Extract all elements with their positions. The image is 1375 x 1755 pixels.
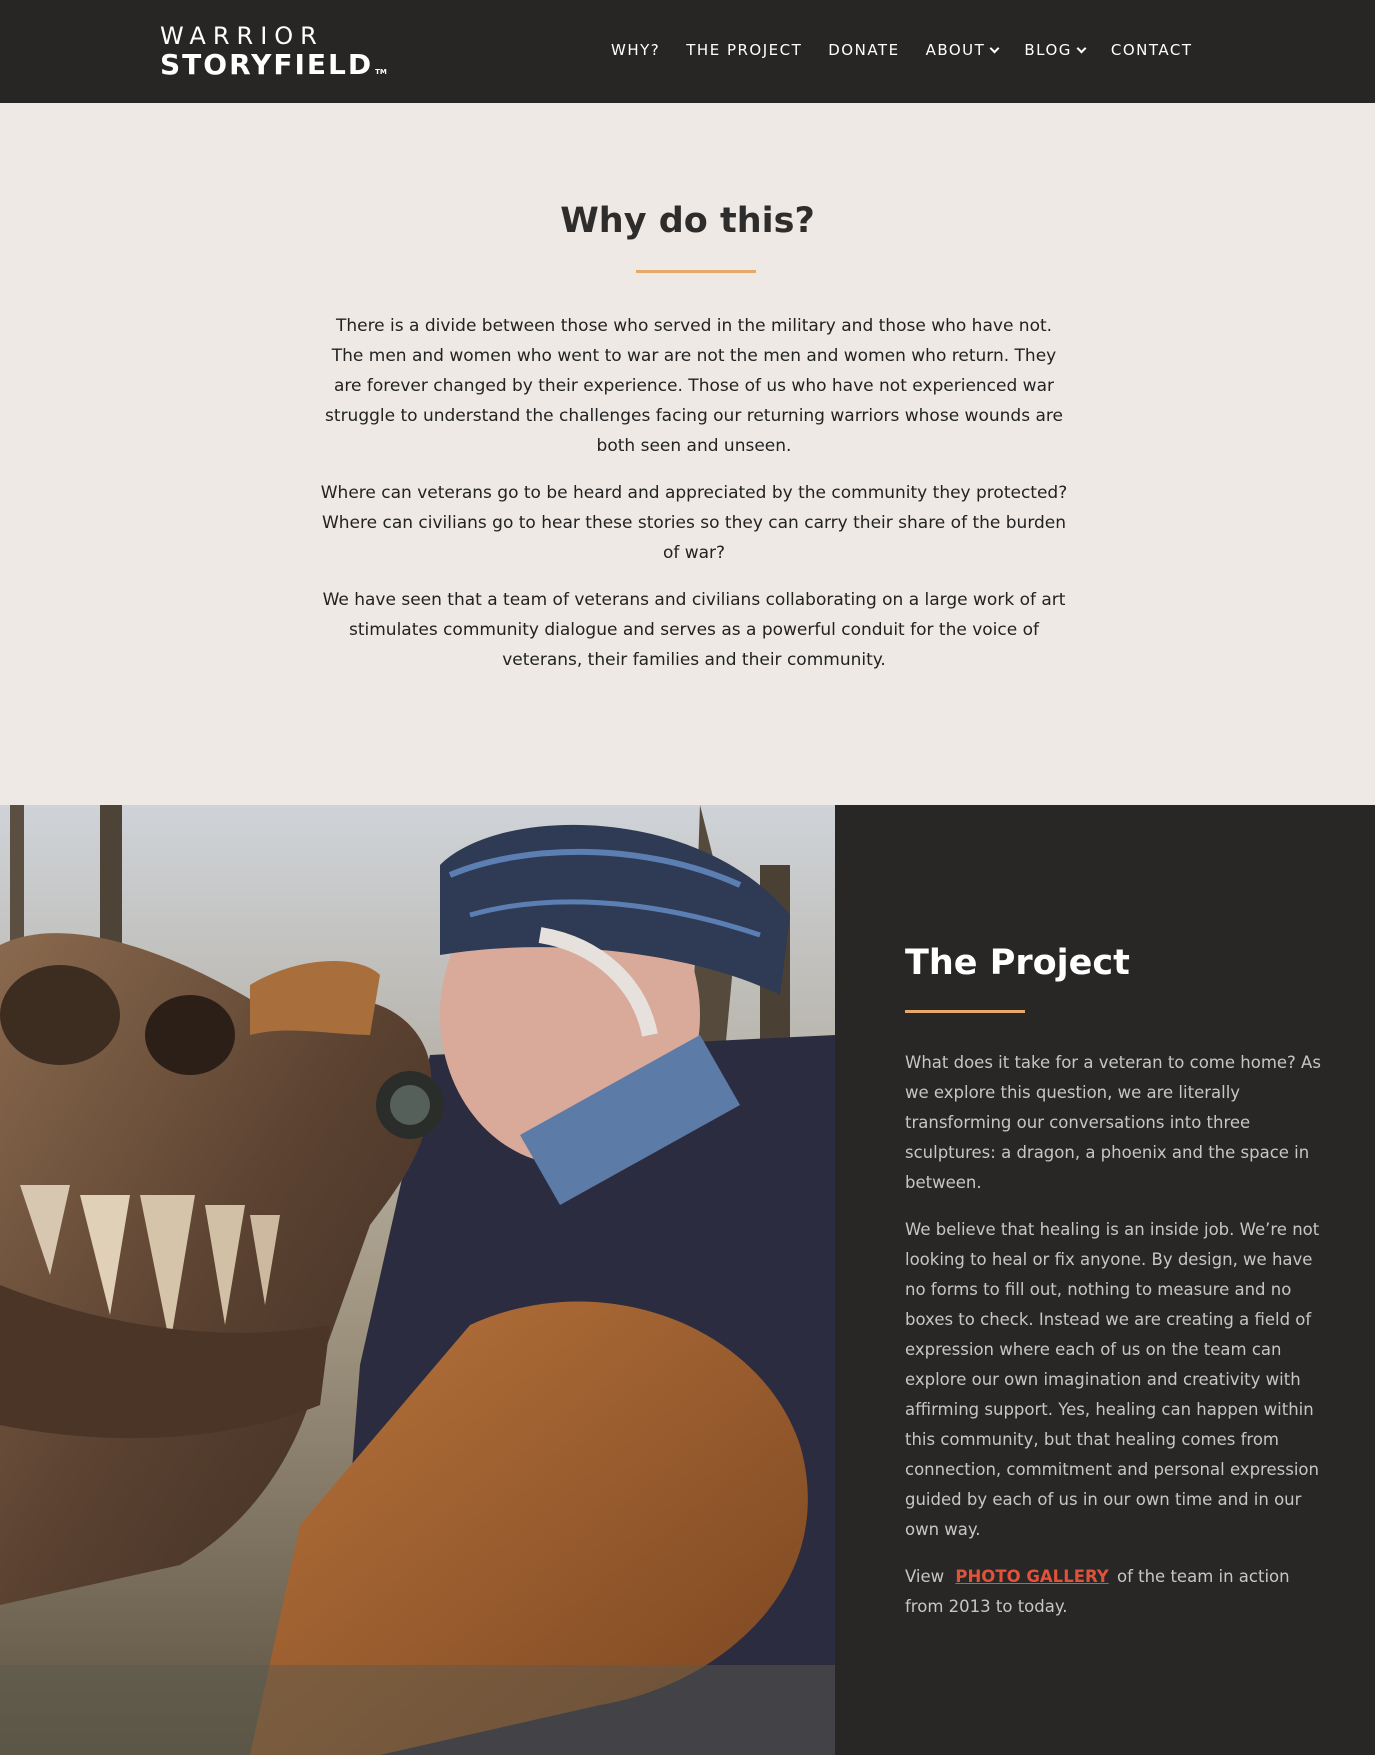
nav-item-label: THE PROJECT bbox=[686, 41, 803, 59]
why-paragraph: Where can veterans go to be heard and appreciated by the community they protected? Where can civilians go to hear these stories so they can carry their share of the burden of war? bbox=[320, 483, 1068, 563]
nav-item-label: ABOUT bbox=[925, 41, 986, 59]
nav-item-the-project[interactable] bbox=[686, 41, 802, 59]
nav-item-contact[interactable] bbox=[1111, 41, 1193, 59]
nav-item-donate[interactable] bbox=[828, 41, 899, 59]
site-header bbox=[0, 0, 1375, 103]
veteran-dragon-sculpture-photo bbox=[0, 805, 835, 1755]
site-logo[interactable] bbox=[160, 22, 387, 82]
logo-trademark: TM bbox=[375, 68, 387, 76]
photo-gallery-link[interactable]: PHOTO GALLERY bbox=[955, 1567, 1109, 1586]
project-panel bbox=[835, 805, 1375, 1755]
logo-top-text: WARRIOR bbox=[160, 22, 324, 50]
project-title-underline bbox=[905, 1010, 1025, 1013]
nav-item-label: CONTACT bbox=[1110, 41, 1193, 59]
why-paragraph: We have seen that a team of veterans and civilians collaborating on a large work of art stimulates community dialogue and serves as a powerful conduit for the voice of veterans, their families and their community. bbox=[322, 590, 1066, 670]
project-paragraph: We believe that healing is an inside job. We’re not looking to heal or fix anyone. By design, we have no forms to fill out, nothing to measure and no boxes to check. Instead we are creating a field of expression where each of us on the team can explore our own imagination and creativity with affirming support. Yes, healing can happen within this community, but that healing comes from connection, commitment and personal expression guided by each of us in our own time and in our own way. bbox=[905, 1220, 1320, 1539]
nav-item-blog[interactable] bbox=[1024, 41, 1085, 59]
why-paragraph: There is a divide between those who served in the military and those who have not. The men and women who went to war are not the men and women who return. They are forever changed by their experience. Those of us who have not experienced war struggle to understand the challenges facing our returning warriors whose wounds are both seen and unseen. bbox=[325, 316, 1063, 456]
nav-item-why[interactable] bbox=[611, 41, 660, 59]
project-paragraph: What does it take for a veteran to come home? As we explore this question, we are literally transforming our conversations into three sculptures: a dragon, a phoenix and the space in between. bbox=[905, 1053, 1321, 1192]
why-body bbox=[318, 311, 1070, 692]
chevron-down-icon bbox=[1076, 43, 1086, 53]
gallery-paragraph bbox=[905, 1562, 1330, 1622]
project-section bbox=[0, 805, 1375, 1755]
main-nav bbox=[611, 38, 1193, 62]
project-body bbox=[905, 1048, 1330, 1639]
nav-item-about[interactable] bbox=[926, 41, 999, 59]
logo-bottom-word: STORYFIELD bbox=[160, 48, 374, 81]
nav-item-label: DONATE bbox=[828, 41, 900, 59]
why-section bbox=[0, 103, 1375, 805]
why-title-underline bbox=[636, 270, 756, 273]
gallery-prefix: View bbox=[905, 1567, 945, 1586]
logo-bottom-text bbox=[160, 48, 387, 87]
nav-item-label: BLOG bbox=[1024, 41, 1072, 59]
chevron-down-icon bbox=[990, 43, 1000, 53]
nav-item-label: WHY? bbox=[611, 41, 661, 59]
why-title: Why do this? bbox=[560, 201, 815, 241]
gallery-suffix: of the team in action from 2013 to today. bbox=[905, 1567, 1290, 1616]
project-title: The Project bbox=[905, 943, 1130, 983]
